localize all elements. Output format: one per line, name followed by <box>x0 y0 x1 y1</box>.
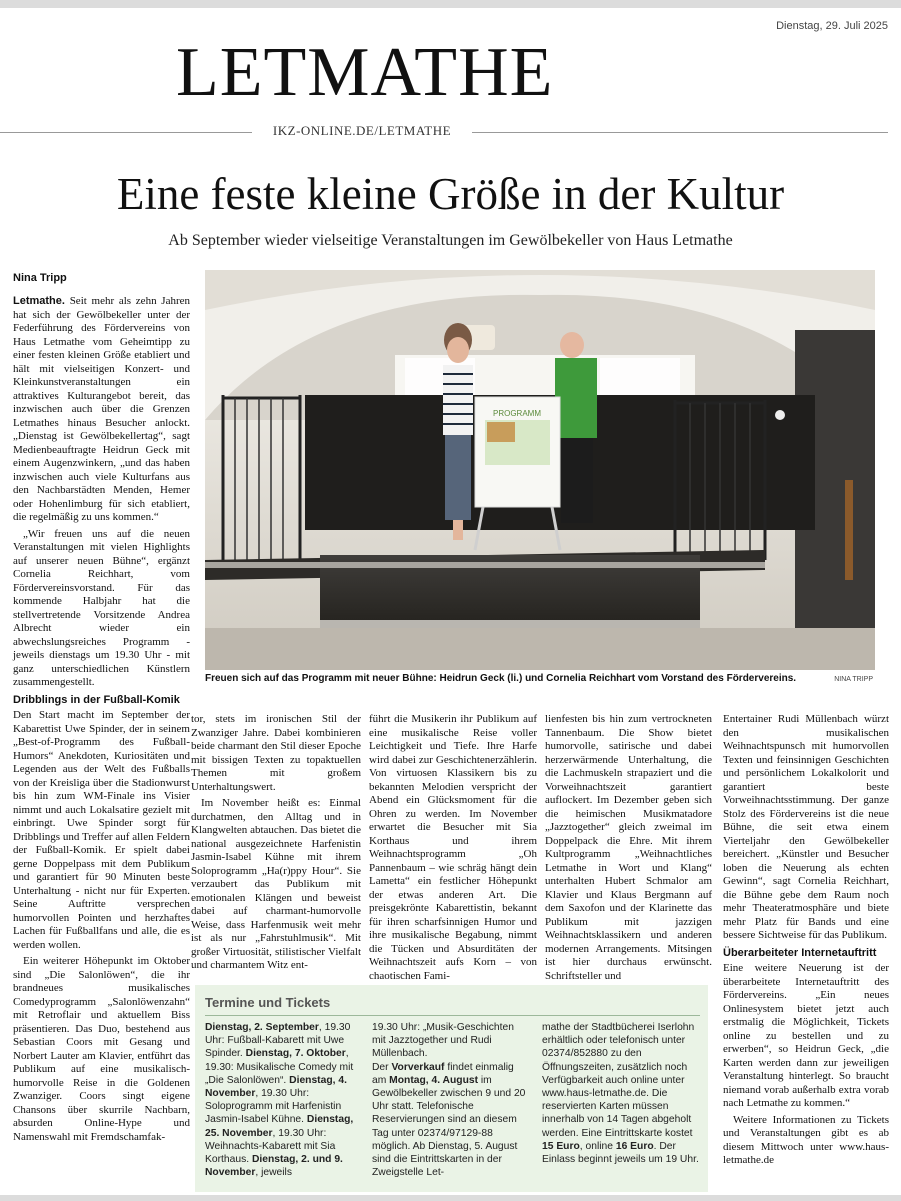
event-text: , 19.30 Uhr: Soloprogramm mit Harfenistin Jasmin-Isabel Kühne. <box>205 1088 342 1126</box>
box-emphasis: Vorverkauf <box>391 1061 445 1073</box>
article-headline: Eine feste kleine Größe in der Kultur <box>116 169 785 219</box>
event-text: , jeweils <box>255 1167 292 1179</box>
article-column-5 <box>723 713 889 1171</box>
article-column-2 <box>191 713 361 976</box>
box-text: , online <box>579 1140 616 1152</box>
event-date: Dienstag, 7. Oktober <box>245 1048 346 1060</box>
box-column-2 <box>372 1021 530 1179</box>
col5-paragraph: Weitere Informationen zu Tickets und Veranstaltungen gibt es ab diesem Mittwoch unter www.haus-letmathe.de <box>723 1113 889 1166</box>
photo-caption: Freuen sich auf das Programm mit neuer Bühne: Heidrun Geck (li.) und Cornelia Reichhart vom Vorstand des Fördervereins. <box>205 673 797 684</box>
article-column-3 <box>369 713 537 986</box>
box-title: Termine und Tickets <box>205 995 331 1010</box>
event-date: Dienstag, 2. und 9. November <box>205 1154 343 1179</box>
box-text: mathe der Stadtbücherei Iserlohn erhältlich oder telefonisch unter 02374/852880 zu den Öffnungszeiten, zusätzlich noch Verfügbarkeit auch online unter www.haus-letmathe.de. Die reservierten Karten müssen innerhalb von 14 Tagen abgeholt werden. Eine Eintrittskarte kostet <box>542 1022 695 1139</box>
photo-credit: NINA TRIPP <box>834 676 873 683</box>
box-column-3 <box>542 1021 700 1166</box>
event-date: Dienstag, 2. September <box>205 1022 319 1033</box>
box-column-1 <box>205 1021 360 1179</box>
dateline: Letmathe. <box>13 295 65 307</box>
col1-text: Seit mehr als zehn Jahren hat sich der Gewölbekeller unter der Federführung des Fördervereins von Haus Letmathe vom Geheimtipp zu einer festen kleinen Größe etabliert und hält mit vielseitigen Konzert- und Kleinkunstveranstaltungen ein attraktives Kulturangebot bereit, das inzwischen auch über die Grenzen Letmathes hinaus Besucher anlockt. „Dienstag ist Gewölbekellertag“, sagt Medienbeauftragte Heidrun Geck mit einem Augenzwinkern, „und das haben inzwischen auch viele Kulturfans aus den Nachbarstädten Menden, Hemer oder Hohenlimburg für sich etabliert, die regelmäßig zu uns kommen.“ <box>13 295 190 523</box>
event-text: , 19.30: Musikalische Comedy mit „Die Salonlöwen“. <box>205 1048 354 1086</box>
col2-paragraph: tor, stets im ironischen Stil der Zwanziger Jahre. Dabei kombinieren beide charmant den Stil dieser Epoche mit bissigen Texten zu topaktuellen Themen mit großem Unterhaltungswert. <box>191 713 361 793</box>
col1-paragraph: Ein weiterer Höhepunkt im Oktober sind „Die Salonlöwen“, die ihr brandneues musikalisches Comedyprogramm „Salonlöwenzahn“ mit Retroflair und aktuellem Biss präsentieren. Das Duo, bestehend aus Sebastian Coors mit Gesang und Norbert Lauter am Klavier, entführt das Publikum auf eine musikalisch-humorvolle Reise in die Goldenen Zwanziger. Coors singt eigene Chansons über skurrile Nachbarn, absurden Online-Hype und Namenswahl mit Fremdschamfak- <box>13 955 190 1143</box>
article-column-4 <box>545 713 712 986</box>
box-emphasis: Montag, 4. August <box>389 1074 479 1086</box>
masthead-rule-left <box>0 132 252 133</box>
issue-date: Dienstag, 29. Juli 2025 <box>776 20 888 32</box>
article-subhead: Ab September wieder vielseitige Veranstaltungen im Gewölbekeller von Haus Letmathe <box>168 232 733 249</box>
col3-paragraph: führt die Musikerin ihr Publikum auf eine musikalische Reise voller Leichtigkeit und Tiefe. Ihre Harfe wird dabei zur Geschichtenerzählerin. Von virtuosen Klassikern bis zu bekannten Melodien verspricht der Abend ein Glücksmoment für die Ohren zu werden. Im November erwartet die Besucher mit Sia Korthaus und ihrem Weihnachtsprogramm „Oh Pannenbaum – wie schräg hängt dein Lametta“ ein festlicher Höhepunkt der etwas anderen Art. Die preisgekrönte Kabarettistin, bekannt für ihren scharfsinnigen Humor und ihre musikalische Begabung, nimmt die Tücken und Absurditäten der Weihnachtszeit aufs Korn – von chaotischen Fami- <box>369 713 537 982</box>
poster-title: PROGRAMM <box>493 409 541 418</box>
col2-paragraph: Im November heißt es: Einmal durchatmen, den Alltag und in Klangwelten abtauchen. Das bietet die national ausgezeichnete Harfenistin Jasmin-Isabel Kühne mit ihrem Soloprogramm „Ha(r)ppy Hour“. Sie verzaubert das Publikum mit emotionalen Klängen und beweist dabei auf charmant-humorvolle Weise, dass Harfenmusik weit mehr ist als nur „Fahrstuhlmusik“. Mit großer Virtuosität, stilistischer Vielfalt und charmantem Witz ent- <box>191 797 361 971</box>
box-text: 19.30 Uhr: „Musik-Geschichten mit Jazztogether und Rudi Müllenbach. <box>372 1022 514 1060</box>
article-photo <box>205 270 875 670</box>
col5-paragraph: Entertainer Rudi Müllenbach würzt den musikalischen Weihnachtspunsch mit humorvollen Texten und feinsinnigen Geschichten und persönlichem Lokalkolorit und garantiert beste Vorweihnachtsstimmung. Der ganze Stolz des Fördervereins ist die neue Bühne, die seit etwa einem Vierteljahr den Gewölbekeller bereichert. „Künstler und Besucher loben die Neuerung als echten Gewinn“, sagt Cornelia Reichhart, die Bühne gebe dem Raum noch mehr Theateratmosphäre und biete mehr Platz für Bands und eine bessere Sichtweise für das Publikum. <box>723 713 889 941</box>
box-text: Der <box>372 1061 392 1073</box>
col1-paragraph <box>13 295 190 525</box>
bottom-band <box>0 1195 901 1201</box>
box-rule <box>205 1015 700 1016</box>
col1-paragraph: Den Start macht im September der Kabarettist Uwe Spinder, der in seinem „Best-of-Programm des Fußball-Humors“ Anekdoten, Kuriositäten und Legenden aus der Welt des Fußballs von der Kreisliga über die Stadionwurst bis hin zum WM-Finale ins Visier nimmt und auch Lokalsatire gezielt mit einbringt. Uwe Spinder sorgt für Dribblings und Treffer auf allen Feldern der Fußball-Komik. Er spielt dabei gerne Doppelpass mit dem Publikum und garantiert für 90 Minuten beste Unterhaltung - nicht nur für Experten. Seine Auftritte versprechen humorvollen Pointen und herzhaftes Lachen für Fußballfans und alle, die es werden wollen. <box>13 709 190 951</box>
masthead-rule-right <box>472 132 888 133</box>
author-byline: Nina Tripp <box>13 272 67 284</box>
site-url: IKZ-ONLINE.DE/LETMATHE <box>272 123 452 138</box>
masthead-title: LETMATHE <box>176 34 554 111</box>
event-date: Dienstag, 25. November <box>205 1114 354 1139</box>
subheading-dribblings: Dribblings in der Fußball-Komik <box>13 693 180 706</box>
article-column-1 <box>13 295 190 1147</box>
photo-illustration <box>205 270 875 670</box>
event-date: Dienstag, 4. November <box>205 1074 347 1100</box>
box-text: . Der Einlass beginnt jeweils um 19 Uhr. <box>542 1140 699 1166</box>
event-text: , 19.30 Uhr: Weihnachts-Kabarett mit Sia Korthaus. <box>205 1127 336 1166</box>
box-text: im Gewölbekeller zwischen 9 und 20 Uhr statt. Telefonische Reservierungen sind an diesem Tag unter 02374/97129-88 möglich. Ab Dienstag, 5. August sind die Eintrittskarten in der Zweigstelle Let- <box>372 1074 526 1179</box>
subheading-internet: Überarbeiteter Internetauftritt <box>723 946 877 959</box>
price-emphasis: 16 Euro <box>615 1140 654 1152</box>
col1-paragraph: „Wir freuen uns auf die neuen Veranstaltungen mit vielen Highlights auf unserer neuen Bühne“, ergänzt Cornelia Reichhart, vom Fördervereinsvorstand. Für das kommende Halbjahr hat die stellvertretende Vorsitzende Andrea Albrecht wieder ein abwechslungsreiches Programm - jeweils dienstags um 19.30 Uhr - mit ganz unterschiedlichen Künstlern zusammengestellt. <box>13 527 190 688</box>
top-band <box>0 0 901 8</box>
termine-tickets-box <box>195 985 708 1192</box>
col5-paragraph: Eine weitere Neuerung ist der überarbeitete Internetauftritt des Fördervereins. „Ein neues Onlinesystem bietet jetzt auch erstmalig die Möglichkeit, Tickets online zu bestellen und zu erwerben“, so Heidrun Geck, „die Karten werden dann zur jeweiligen Veranstaltung hinterlegt. So braucht niemand vorab außerhalb extra vorab nach Letmathe zu kommen.“ <box>723 962 889 1109</box>
price-emphasis: 15 Euro <box>542 1140 580 1152</box>
event-text: , 19.30 Uhr: Fußball-Kabarett mit Uwe Spinder. <box>205 1022 351 1060</box>
col4-paragraph: lienfesten bis hin zum vertrockneten Tannenbaum. Die Show bietet humorvolle, satirische und dabei herzerwärmende Unterhaltung, die die Lachmuskeln strapaziert und die Vorweihnachtszeit garantiert auflockert. Im Dezember geben sich die heimischen Musikmatadore „Jazztogether“ gleich zweimal im Doppelpack die Ehre. Mit ihrem Kultprogramm „Weihnachtliches Letmathe in Wort und Klang“ unterhalten Hubert Schmalor am Klavier und Klaus Bergmann auf dem Saxofon und der Klarinette das Publikum mit jazzigen Weihnachtsklassikern und anderen modernen Arrangements. Mitsingen ist hier durchaus erwünscht. Schriftsteller und <box>545 713 712 982</box>
box-text: findet einmalig am <box>372 1061 514 1086</box>
